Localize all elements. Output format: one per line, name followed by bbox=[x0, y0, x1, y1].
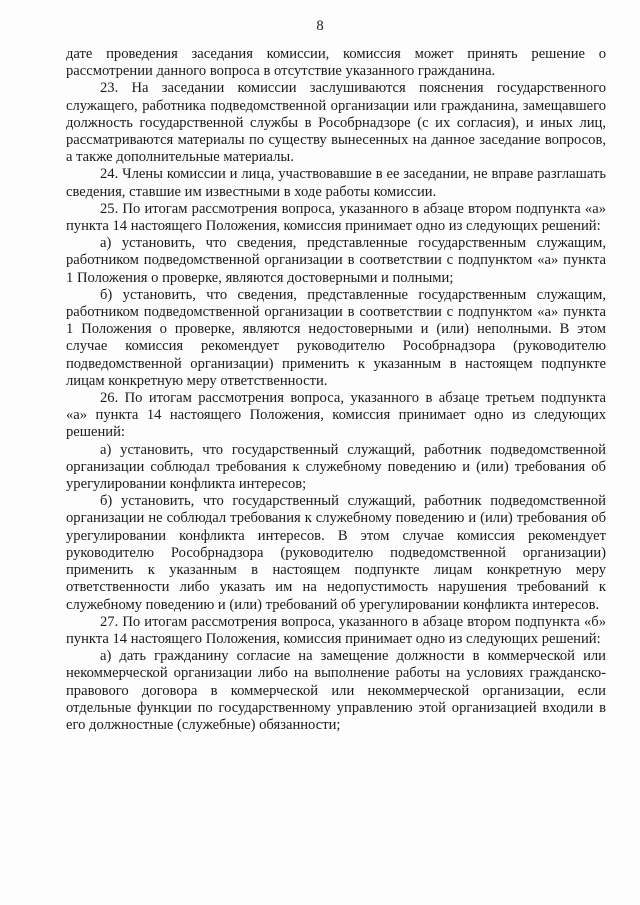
paragraph-continuation: дате проведения заседания комиссии, комиссия может принять решение о рассмотрении данного вопроса в отсутствие указанного гражданина. bbox=[66, 46, 606, 80]
page-number: 8 bbox=[316, 18, 324, 34]
paragraph-item-25: 25. По итогам рассмотрения вопроса, указанного в абзаце втором подпункта «а» пункта 14 настоящего Положения, комиссия принимает одно из следующих решений: bbox=[66, 200, 606, 235]
paragraph-item-25-a: а) установить, что сведения, представленные государственным служащим, работником подведомственной организации в соответствии с подпунктом «а» пункта 1 Положения о проверке, являются достоверными и полными; bbox=[66, 235, 606, 286]
paragraph-item-24: 24. Члены комиссии и лица, участвовавшие в ее заседании, не вправе разглашать сведения, ставшие им известными в ходе работы комиссии. bbox=[66, 166, 606, 200]
document-body bbox=[66, 46, 606, 734]
paragraph-item-27-a: а) дать гражданину согласие на замещение должности в коммерческой или некоммерческой организации либо на выполнение работы на условиях гражданско-правового договора в коммерческой или некоммерческой организации, если отдельные функции по государственному управлению этой организацией входили в его должностные (служебные) обязанности; bbox=[66, 648, 606, 733]
paragraph-item-23: 23. На заседании комиссии заслушиваются пояснения государственного служащего, работника подведомственной организации или гражданина, замещавшего должность государственной службы в Рособрнадзоре (с их согласия), и иных лиц, рассматриваются материалы по существу вынесенных на данное заседание вопросов, а также дополнительные материалы. bbox=[66, 80, 606, 166]
paragraph-item-25-b: б) установить, что сведения, представленные государственным служащим, работником подведомственной организации в соответствии с подпунктом «а» пункта 1 Положения о проверке, являются недостоверными и (или) неполными. В этом случае комиссия рекомендует руководителю Рособрнадзора (руководителю подведомственной организации) применить к указанным в настоящем подпункте лицам конкретную меру ответственности. bbox=[66, 286, 606, 389]
paragraph-item-26-b: б) установить, что государственный служащий, работник подведомственной организации не соблюдал требования к служебному поведению и (или) требования об урегулировании конфликта интересов. В этом случае комиссия рекомендует руководителю Рособрнадзора (руководителю подведомственной организации) применить к указанным в настоящем подпункте лицам конкретную меру ответственности либо указать им на недопустимость нарушения требований к служебному поведению и (или) требований об урегулировании конфликта интересов. bbox=[66, 493, 606, 613]
paragraph-item-26: 26. По итогам рассмотрения вопроса, указанного в абзаце третьем подпункта «а» пункта 14 настоящего Положения, комиссия принимает одно из следующих решений: bbox=[66, 390, 606, 441]
paragraph-item-27: 27. По итогам рассмотрения вопроса, указанного в абзаце втором подпункта «б» пункта 14 настоящего Положения, комиссия принимает одно из следующих решений: bbox=[66, 613, 606, 647]
paragraph-item-26-a: а) установить, что государственный служащий, работник подведомственной организации соблюдал требования к служебному поведению и (или) требования об урегулировании конфликта интересов; bbox=[66, 441, 606, 493]
